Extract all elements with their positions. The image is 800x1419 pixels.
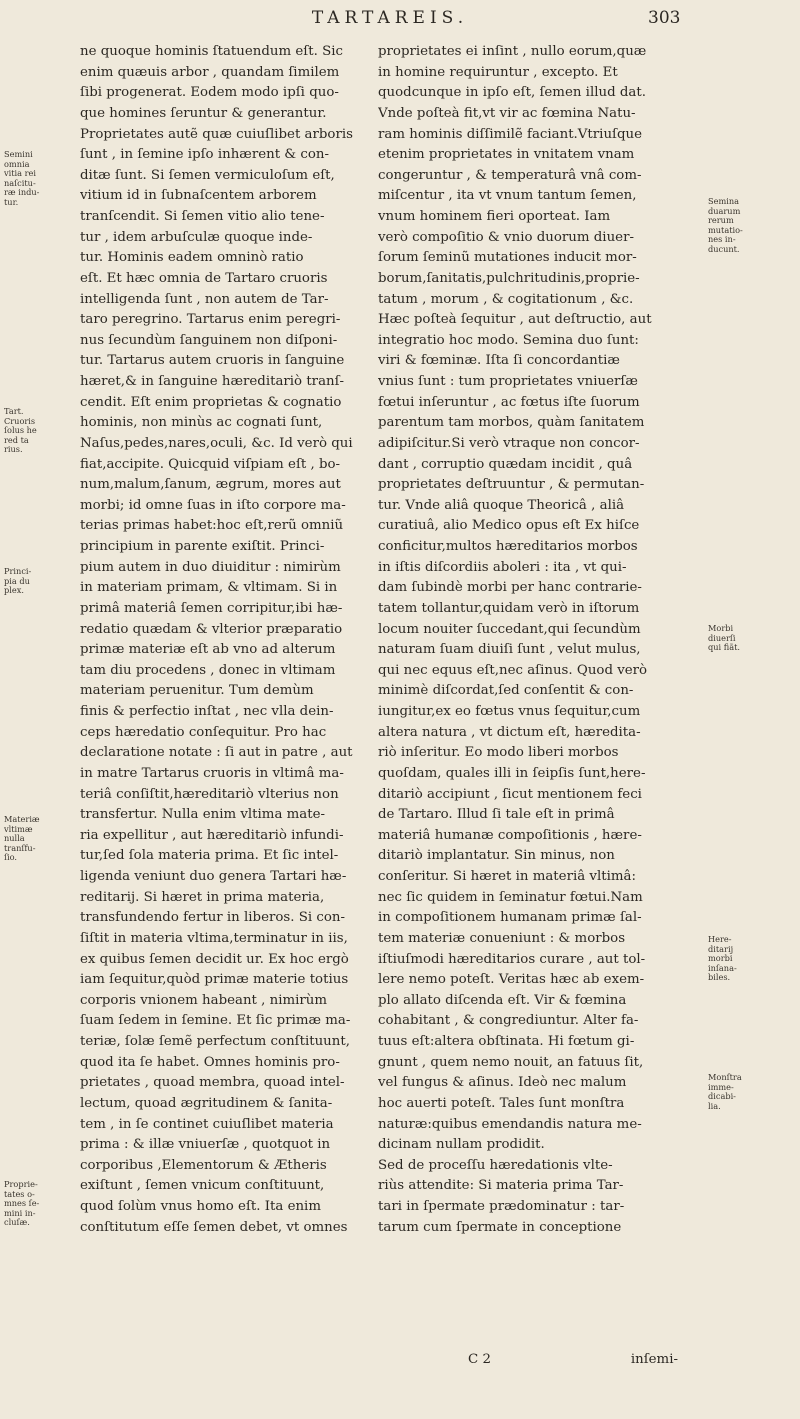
- margin-note-line: nes in-: [708, 234, 736, 244]
- right-text-line: integratio hoc modo. Semina duo ſunt:: [378, 332, 639, 348]
- right-text-line: proprietates deſtruuntur , & permutan-: [378, 477, 645, 493]
- margin-note-line: Cruoris: [4, 415, 36, 426]
- right-text-line: riùs attendite: Si materia prima Tar-: [378, 1178, 624, 1194]
- left-text-line: hominis, non minùs ac cognati ſunt,: [80, 415, 323, 431]
- left-text-line: nus ſecundùm ſanguinem non diſponi-: [80, 332, 338, 348]
- margin-note-line: Materiæ: [4, 814, 40, 824]
- right-text-line: tatem tollantur,quidam verò in iſtorum: [378, 600, 640, 616]
- left-text-line: lectum, quoad ægritudinem & ſanita-: [80, 1095, 333, 1111]
- margin-note-right-3: [708, 935, 750, 983]
- right-text-line: vnum hominem fieri oporteat. Iam: [378, 209, 611, 224]
- right-text-line: conſeritur. Si hæret in materiâ vltimâ:: [378, 869, 636, 884]
- right-text-line: naturæ:quibus emendandis natura me-: [378, 1116, 642, 1132]
- left-text-line: vitium id in ſubnaſcentem arborem: [80, 188, 317, 204]
- margin-note-left-3: [4, 567, 46, 596]
- right-text-line: materiâ humanæ compoſitionis , hære-: [378, 827, 642, 843]
- left-text-column: [80, 42, 380, 1238]
- right-text-line: curatiuâ, alio Medico opus eſt Ex hiſce: [378, 518, 640, 534]
- left-text-line: transfundendo fertur in liberos. Si con-: [80, 910, 345, 926]
- left-text-line: ceps hæredatio conſequitur. Pro hac: [80, 724, 327, 740]
- right-text-line: Hæc poſteà ſequitur , aut deſtructio, aut: [378, 312, 652, 328]
- margin-note-line: rius.: [4, 444, 23, 454]
- right-text-line: vel fungus & aſinus. Ideò nec malum: [378, 1075, 627, 1091]
- left-text-line: ſibi progenerat. Eodem modo ipſi quo-: [80, 85, 339, 101]
- margin-note-left-4: [4, 815, 46, 863]
- right-text-line: in iſtis diſcordiis aboleri : ita , vt qui-: [378, 559, 627, 575]
- left-text-line: prietates , quoad membra, quoad intel-: [80, 1075, 345, 1091]
- right-text-line: vnius ſunt : tum proprietates vniuerſæ: [378, 374, 638, 389]
- margin-note-line: Semina: [708, 196, 739, 206]
- catchword: inſemi-: [630, 1352, 678, 1367]
- running-title: TARTAREIS.: [311, 8, 469, 28]
- right-text-line: nec ſic quidem in ſeminatur fœtui.Nam: [378, 889, 643, 905]
- left-text-line: ex quibus ſemen decidit ur. Ex hoc ergò: [80, 951, 349, 967]
- right-text-line: tari in ſpermate prædominatur : tar-: [378, 1199, 625, 1214]
- right-text-line: etenim proprietates in vnitatem vnam: [378, 147, 635, 163]
- right-text-line: ram hominis diſſimilẽ faciant.Vtriuſque: [378, 126, 643, 142]
- margin-note-line: Morbi: [708, 623, 734, 633]
- margin-note-line: pia du: [4, 575, 30, 586]
- right-text-line: proprietates ei inſint , nullo eorum,quæ: [378, 44, 647, 59]
- page-footer: [378, 1352, 678, 1372]
- left-text-line: tem , in ſe continet cuiuſlibet materia: [80, 1116, 334, 1132]
- left-text-line: corporibus ,Elementorum & Ætheris: [80, 1157, 327, 1173]
- margin-note-line: Tart.: [4, 406, 24, 416]
- margin-note-line: mnes ſe-: [4, 1198, 40, 1208]
- margin-note-line: imme-: [708, 1081, 734, 1092]
- left-text-line: morbi; id omne ſuas in iſto corpore ma-: [80, 497, 346, 513]
- margin-note-line: ræ indu-: [4, 187, 40, 197]
- left-text-line: tur , idem arbuſculæ quoque inde-: [80, 229, 313, 245]
- right-text-line: Sed de proceſſu hæredationis vlte-: [378, 1157, 613, 1173]
- right-text-line: Vnde poſteà fit,vt vir ac fœmina Natu-: [378, 105, 636, 121]
- left-text-line: quod ita ſe habet. Omnes hominis pro-: [80, 1054, 340, 1070]
- left-text-line: in materiam primam, & vltimam. Si in: [80, 580, 338, 596]
- left-text-line: ſuam ſedem in ſemine. Et ſic primæ ma-: [80, 1013, 351, 1029]
- right-text-line: lere nemo poteſt. Veritas hæc ab exem-: [378, 972, 645, 988]
- right-text-line: tatum , morum , & cogitationum , &c.: [378, 291, 634, 307]
- margin-note-left-2: [4, 407, 46, 455]
- margin-note-right-1: [708, 197, 750, 254]
- left-text-line: in matre Tartarus cruoris in vltimâ ma-: [80, 765, 344, 781]
- left-text-line: Naſus,pedes,nares,oculi, &c. Id verò qui: [80, 435, 353, 451]
- margin-note-line: dicabi-: [708, 1091, 736, 1101]
- left-text-line: tur. Tartarus autem cruoris in ſanguine: [80, 353, 345, 369]
- margin-note-line: red ta: [4, 434, 29, 445]
- right-text-line: qui nec equus eſt,nec aſinus. Quod verò: [378, 662, 648, 678]
- right-text-line: cohabitant , & congrediuntur. Alter fa-: [378, 1013, 639, 1029]
- right-text-line: locum nouiter ſuccedant,qui ſecundùm: [378, 621, 641, 637]
- left-text-line: ſiſtit in materia vltima,terminatur in iis,: [80, 930, 348, 946]
- margin-note-line: mutatio-: [708, 224, 743, 235]
- right-text-line: tuus eſt:altera obſtinata. Hi fœtum gi-: [378, 1034, 635, 1049]
- right-text-line: quoſdam, quales illi in ſeipſis ſunt,here-: [378, 765, 646, 781]
- margin-note-line: Monſtra: [708, 1072, 742, 1082]
- right-text-line: fœtui inſeruntur , ac fœtus iſte ſuorum: [378, 394, 640, 410]
- left-text-line: ligenda veniunt duo genera Tartari hæ-: [80, 869, 347, 884]
- left-text-line: ne quoque hominis ſtatuendum eſt. Sic: [80, 44, 343, 59]
- right-text-line: tarum cum ſpermate in conceptione: [378, 1219, 622, 1235]
- left-text-line: exiſtunt , ſemen vnicum conſtituunt,: [80, 1178, 325, 1194]
- left-text-line: cendit. Eſt enim proprietas & cognatio: [80, 394, 342, 410]
- left-text-line: prima : & illæ vniuerſæ , quotquot in: [80, 1137, 331, 1153]
- margin-note-left-5: [4, 1180, 46, 1228]
- left-text-line: primæ materiæ eſt ab vno ad alterum: [80, 642, 336, 658]
- right-text-line: quodcunque in ipſo eſt, ſemen illud dat.: [378, 85, 646, 101]
- margin-note-line: tur.: [4, 196, 19, 207]
- right-text-line: tem materiæ conueniunt : & morbos: [378, 930, 626, 946]
- right-text-line: tur. Vnde aliâ quoque Theoricâ , aliâ: [378, 497, 625, 513]
- right-text-line: dicinam nullam prodidit.: [378, 1137, 545, 1153]
- left-text-line: Proprietates autẽ quæ cuiuſlibet arboris: [80, 126, 353, 142]
- margin-note-line: cluſæ.: [4, 1217, 30, 1227]
- right-text-line: miſcentur , ita vt vnum tantum ſemen,: [378, 188, 637, 204]
- right-text-line: ditariò accipiunt , ſicut mentionem feci: [378, 786, 642, 802]
- right-text-line: borum,ſanitatis,pulchritudinis,proprie-: [378, 270, 640, 286]
- left-text-line: declaratione notate : ſi aut in patre , aut: [80, 745, 353, 761]
- margin-note-line: ducunt.: [708, 243, 740, 254]
- left-text-line: materiam peruenitur. Tum demùm: [80, 683, 314, 699]
- left-text-line: primâ materiâ ſemen corripitur,ibi hæ-: [80, 600, 343, 616]
- right-text-line: ſorum ſeminũ mutationes inducit mor-: [378, 250, 637, 266]
- left-text-line: transfertur. Nulla enim vltima mate-: [80, 807, 326, 823]
- left-text-line: fiat,accipite. Quicquid viſpiam eſt , bo-: [80, 456, 341, 472]
- margin-note-line: ſio.: [4, 852, 18, 862]
- left-text-line: taro peregrino. Tartarus enim peregri-: [80, 312, 341, 328]
- margin-note-line: tranſfu-: [4, 842, 36, 853]
- left-text-line: tur. Hominis eadem omninò ratio: [80, 250, 304, 266]
- left-text-line: tur,ſed ſola materia prima. Et ſic intel-: [80, 848, 339, 864]
- left-text-line: pium autem in duo diuiditur : nimirùm: [80, 559, 341, 575]
- margin-note-line: lia.: [708, 1100, 721, 1111]
- left-text-line: redatio quædam & vlterior præparatio: [80, 621, 343, 637]
- margin-note-line: vitia rei: [4, 168, 37, 178]
- left-text-line: ditæ ſunt. Si ſemen vermiculoſum eſt,: [80, 167, 335, 183]
- margin-note-line: omnia: [4, 158, 30, 169]
- left-text-line: reditarij. Si hæret in prima materia,: [80, 889, 325, 905]
- left-text-line: ſunt , in ſemine ipſo inhærent & con-: [80, 147, 330, 163]
- margin-note-right-4: [708, 1073, 750, 1111]
- right-text-line: parentum tam morbos, quàm ſanitatem: [378, 415, 645, 431]
- page-number: 303: [648, 8, 681, 28]
- left-text-line: ria expellitur , aut hæreditariò infundi-: [80, 827, 344, 843]
- margin-note-line: Proprie-: [4, 1179, 38, 1189]
- right-text-line: de Tartaro. Illud ſi tale eſt in primâ: [378, 807, 615, 823]
- margin-note-line: Semini: [4, 149, 33, 159]
- margin-note-line: diuerſi: [708, 632, 736, 643]
- right-text-line: dam ſubindè morbi per hanc contrarie-: [378, 580, 642, 596]
- right-text-line: gnunt , quem nemo nouit, an fatuus ſit,: [378, 1054, 644, 1070]
- margin-note-right-2: [708, 624, 750, 653]
- margin-note-line: ditarij: [708, 943, 734, 954]
- left-text-line: corporis vnionem habeant , nimirùm: [80, 992, 328, 1008]
- left-text-line: tranſcendit. Si ſemen vitio alio tene-: [80, 209, 325, 224]
- right-text-line: minimè diſcordat,ſed conſentit & con-: [378, 683, 634, 699]
- left-text-line: intelligenda ſunt , non autem de Tar-: [80, 291, 329, 307]
- right-text-line: iungitur,ex eo fœtus vnus ſequitur,cum: [378, 704, 641, 719]
- margin-note-line: rerum: [708, 215, 734, 225]
- left-text-line: finis & perfectio inſtat , nec vlla dein-: [80, 704, 334, 719]
- right-text-line: naturam ſuam diuiſi ſunt , velut mulus,: [378, 642, 641, 658]
- left-text-line: principium in parente exiſtit. Princi-: [80, 539, 325, 554]
- running-head: [0, 8, 800, 38]
- margin-note-line: qui fiãt.: [708, 642, 740, 652]
- margin-note-line: duarum: [708, 205, 741, 216]
- left-text-line: terias primas habet:hoc eſt,rerũ omniũ: [80, 518, 344, 534]
- margin-note-line: naſcitu-: [4, 177, 36, 188]
- margin-note-line: vltimæ: [4, 823, 33, 834]
- right-text-line: conficitur,multos hæreditarios morbos: [378, 539, 638, 554]
- right-text-line: adipiſcitur.Si verò vtraque non concor-: [378, 435, 640, 451]
- right-text-line: iſtiuſmodi hæreditarios curare , aut tol-: [378, 951, 646, 967]
- right-text-line: altera natura , vt dictum eſt, hæredita-: [378, 724, 641, 740]
- left-text-line: conſtitutum eſſe ſemen debet, vt omnes: [80, 1219, 348, 1235]
- left-text-line: num,malum,ſanum, ægrum, mores aut: [80, 477, 341, 493]
- margin-note-line: nulla: [4, 833, 25, 843]
- right-text-line: riò inſeritur. Eo modo liberi morbos: [378, 745, 619, 761]
- right-text-line: viri & fœminæ. Iſta ſi concordantiæ: [378, 353, 620, 369]
- left-text-line: enim quæuis arbor , quandam ſimilem: [80, 64, 340, 80]
- margin-note-line: biles.: [708, 972, 731, 982]
- left-text-line: hæret,& in ſanguine hæreditariò tranſ-: [80, 374, 345, 389]
- left-text-line: eſt. Et hæc omnia de Tartaro cruoris: [80, 270, 328, 286]
- left-text-line: iam ſequitur,quòd primæ materie totius: [80, 972, 349, 988]
- left-text-line: teriâ conſiſtit,hæreditariò vlterius non: [80, 786, 339, 802]
- margin-note-line: Here-: [708, 934, 732, 944]
- margin-note-line: morbi: [708, 953, 733, 963]
- margin-note-line: tates o-: [4, 1188, 35, 1199]
- right-text-line: dant , corruptio quædam incidit , quâ: [378, 456, 633, 472]
- signature-mark: C 2: [468, 1352, 491, 1367]
- margin-note-line: inſana-: [708, 962, 737, 973]
- right-text-line: hoc auerti poteſt. Tales ſunt monſtra: [378, 1095, 625, 1111]
- right-text-column: [378, 42, 678, 1238]
- left-text-line: quod ſolùm vnus homo eſt. Ita enim: [80, 1199, 321, 1214]
- right-text-line: in homine requiruntur , excepto. Et: [378, 64, 618, 80]
- margin-note-line: mini in-: [4, 1207, 36, 1218]
- left-text-line: teriæ, ſolæ ſemẽ perfectum conſtituunt,: [80, 1034, 350, 1049]
- left-text-line: que homines ſeruntur & generantur.: [80, 105, 327, 121]
- right-text-line: plo allato diſcenda eſt. Vir & fœmina: [378, 992, 627, 1008]
- right-text-line: in compoſitionem humanam primæ ſal-: [378, 910, 642, 926]
- right-text-line: congeruntur , & temperaturâ vnâ com-: [378, 167, 642, 183]
- right-text-line: verò compoſitio & vnio duorum diuer-: [378, 229, 634, 245]
- left-text-line: tam diu procedens , donec in vltimam: [80, 662, 336, 678]
- margin-note-left-1: [4, 150, 46, 207]
- right-text-line: ditariò implantatur. Sin minus, non: [378, 848, 615, 864]
- margin-note-line: ſolus he: [4, 425, 37, 435]
- margin-note-line: plex.: [4, 585, 24, 595]
- margin-note-line: Princi-: [4, 566, 32, 576]
